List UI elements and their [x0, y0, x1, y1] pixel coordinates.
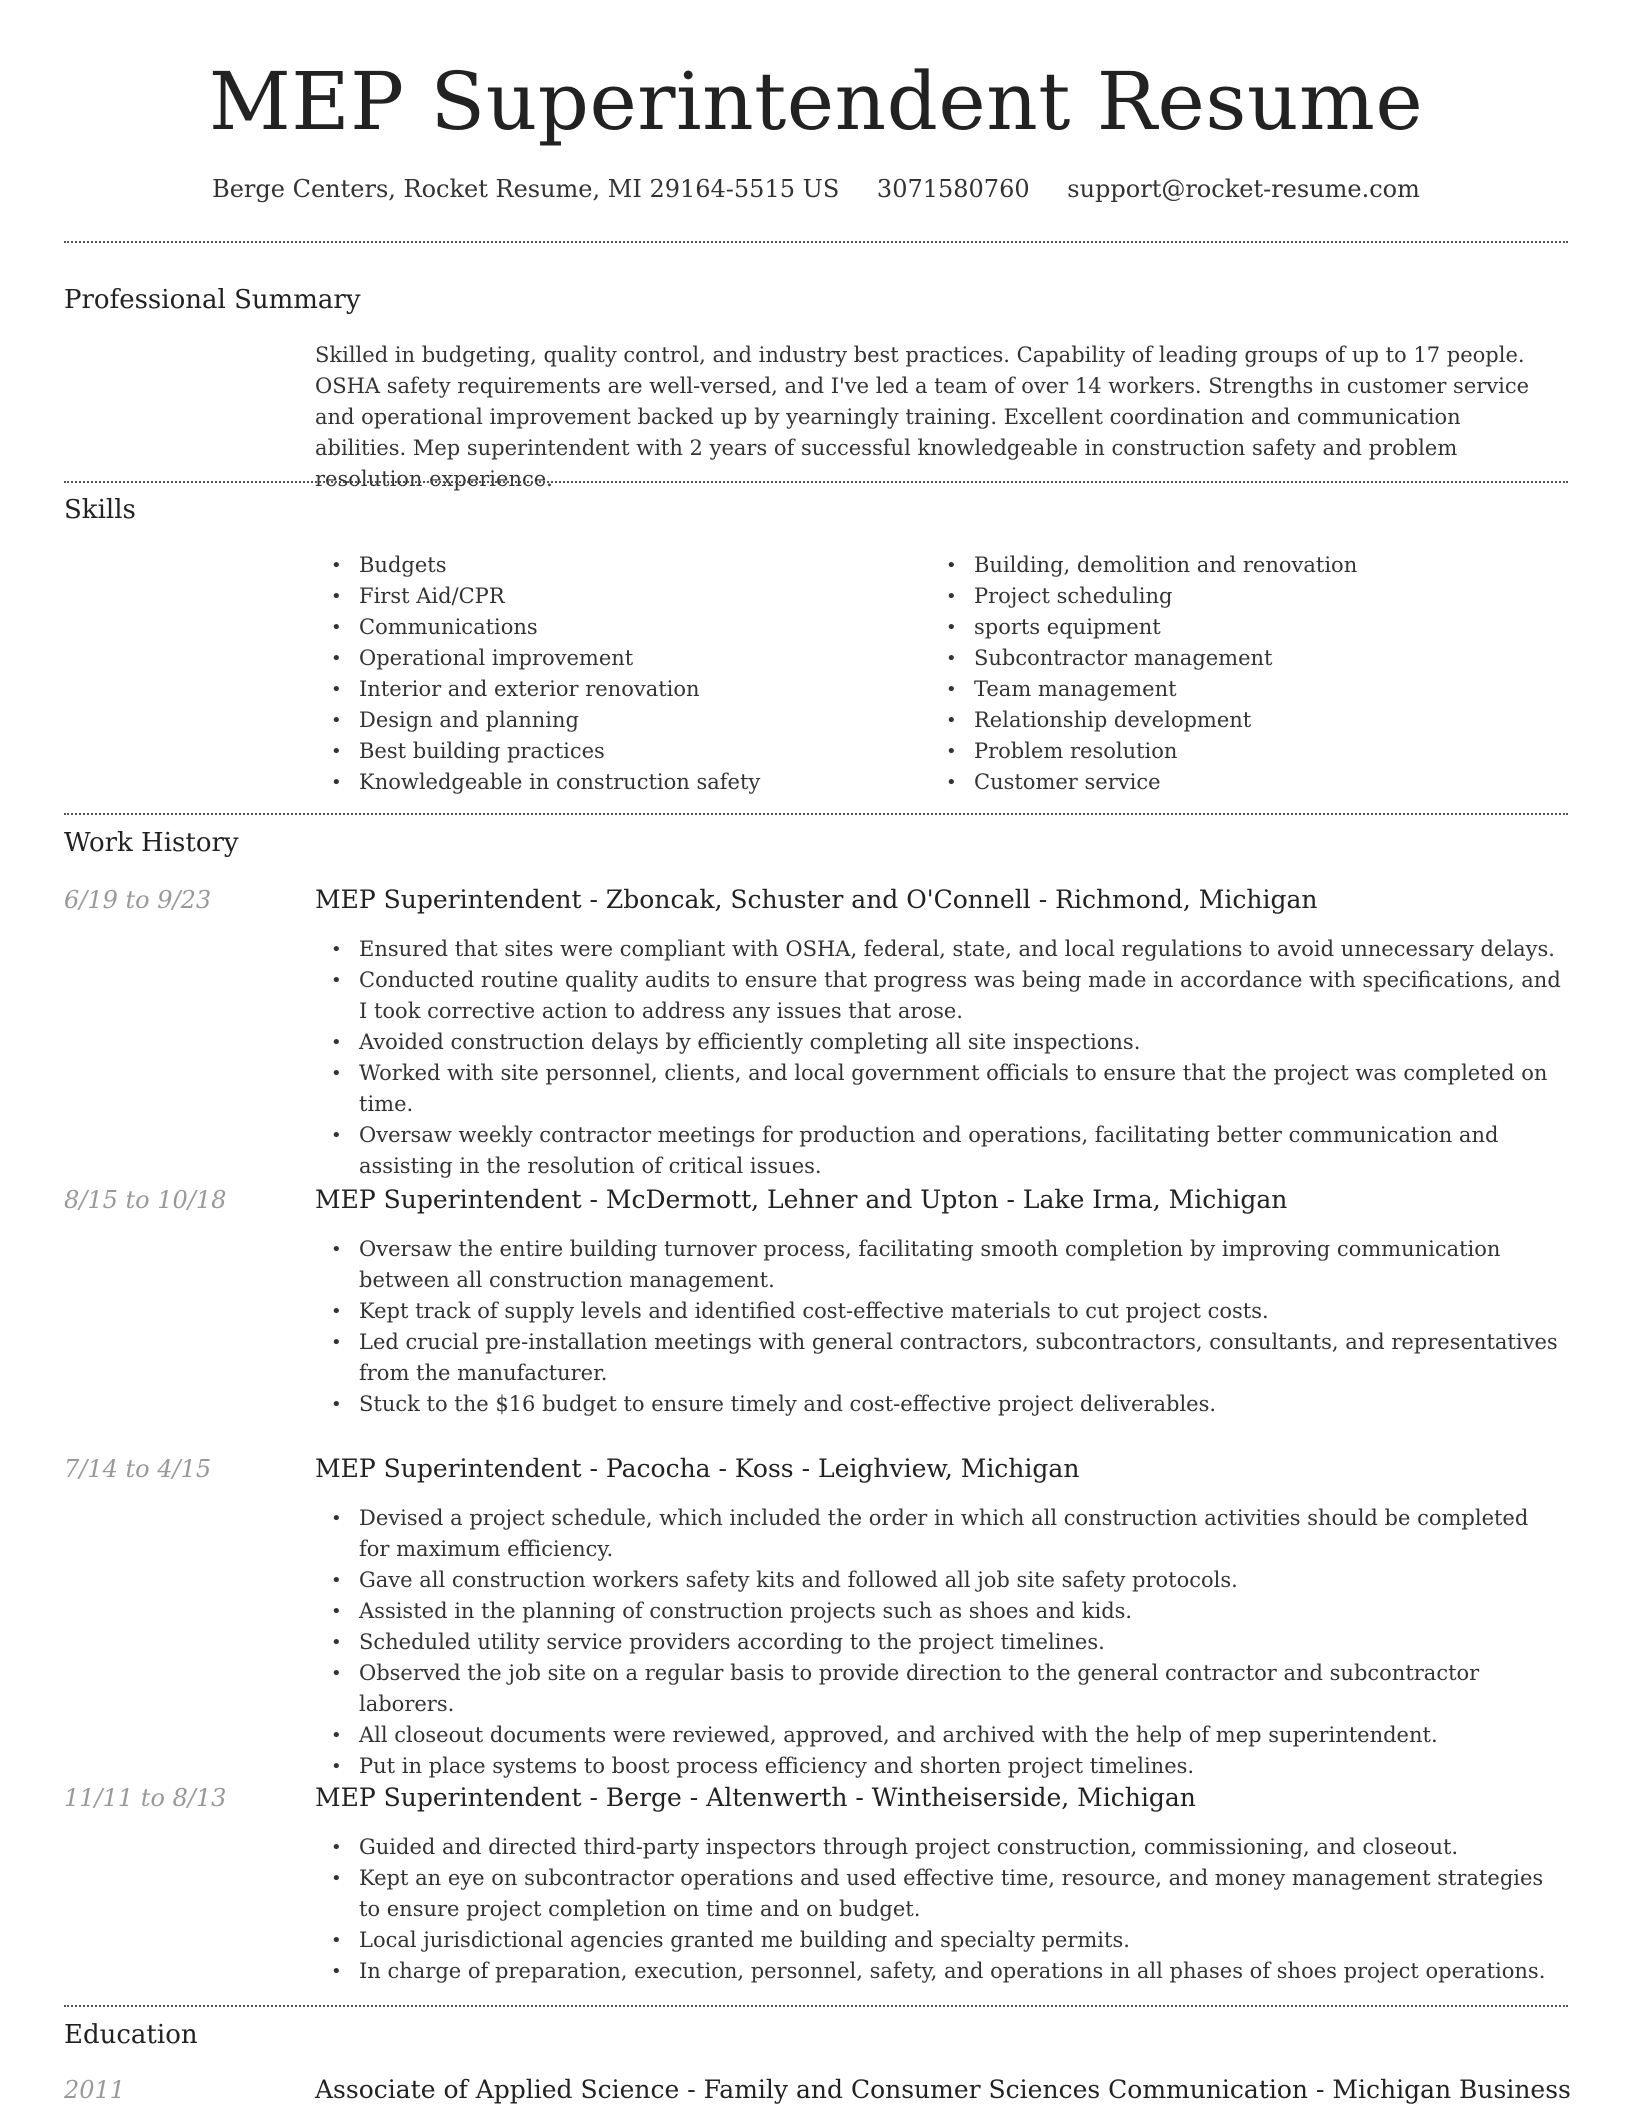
- skills-column-right: [930, 550, 1545, 798]
- skill-item: • Knowledgeable in construction safety: [315, 767, 930, 798]
- job-bullet: • Put in place systems to boost process efficiency and shorten project timelines.: [315, 1751, 1565, 1782]
- job-bullets: [315, 1832, 1565, 1987]
- job-dates: 6/19 to 9/23: [64, 886, 212, 914]
- job-bullet: • Stuck to the $16 budget to ensure timely and cost-effective project deliverables.: [315, 1389, 1565, 1420]
- job-dates: 11/11 to 8/13: [64, 1784, 227, 1812]
- contact-line: [0, 174, 1632, 204]
- divider: [64, 813, 1568, 815]
- job-bullet: • Led crucial pre-installation meetings with general contractors, subcontractors, consultants, and representatives from the manufacturer.: [315, 1327, 1565, 1389]
- skill-item: • First Aid/CPR: [315, 581, 930, 612]
- job-bullets: [315, 1503, 1565, 1782]
- job-bullet: • Kept an eye on subcontractor operations and used effective time, resource, and money management strategies to ensure project completion on time and on budget.: [315, 1863, 1565, 1925]
- section-title-education: Education: [64, 2020, 198, 2050]
- skill-item: • Design and planning: [315, 705, 930, 736]
- job-bullet: • Oversaw weekly contractor meetings for production and operations, facilitating better communication and assisting in the resolution of critical issues.: [315, 1120, 1565, 1182]
- job-bullet: • All closeout documents were reviewed, approved, and archived with the help of mep superintendent.: [315, 1720, 1565, 1751]
- education-title: Associate of Applied Science - Family and Consumer Sciences Communication - Michigan Business: [315, 2075, 1571, 2104]
- job-bullet: • Conducted routine quality audits to ensure that progress was being made in accordance with specifications, and I took corrective action to address any issues that arose.: [315, 965, 1565, 1027]
- job-bullet: • Observed the job site on a regular basis to provide direction to the general contractor and subcontractor laborers.: [315, 1658, 1565, 1720]
- job-bullet: • Oversaw the entire building turnover process, facilitating smooth completion by improving communication between all construction management.: [315, 1234, 1565, 1296]
- job-title: MEP Superintendent - Zboncak, Schuster and O'Connell - Richmond, Michigan: [315, 885, 1318, 914]
- skill-item: • Relationship development: [930, 705, 1545, 736]
- contact-address: Berge Centers, Rocket Resume, MI 29164-5515 US: [212, 175, 840, 203]
- resume-title: MEP Superintendent Resume: [208, 55, 1424, 148]
- job-bullets: [315, 1234, 1565, 1420]
- resume-header: [0, 52, 1632, 204]
- skill-item: • Problem resolution: [930, 736, 1545, 767]
- divider: [64, 2005, 1568, 2007]
- skill-item: • Project scheduling: [930, 581, 1545, 612]
- job-dates: 7/14 to 4/15: [64, 1455, 212, 1483]
- job-bullet: • Ensured that sites were compliant with OSHA, federal, state, and local regulations to avoid unnecessary delays.: [315, 934, 1565, 965]
- skill-item: • Interior and exterior renovation: [315, 674, 930, 705]
- job-bullet: • Assisted in the planning of construction projects such as shoes and kids.: [315, 1596, 1565, 1627]
- section-title-skills: Skills: [64, 495, 136, 525]
- skill-item: • Operational improvement: [315, 643, 930, 674]
- skills-column-left: [315, 550, 930, 798]
- job-bullet: • Scheduled utility service providers according to the project timelines.: [315, 1627, 1565, 1658]
- divider: [64, 241, 1568, 243]
- divider: [64, 481, 1568, 483]
- job-dates: 8/15 to 10/18: [64, 1186, 227, 1214]
- contact-phone: 3071580760: [876, 175, 1030, 203]
- job-title: MEP Superintendent - McDermott, Lehner and Upton - Lake Irma, Michigan: [315, 1185, 1288, 1214]
- job-title: MEP Superintendent - Pacocha - Koss - Leighview, Michigan: [315, 1454, 1080, 1483]
- skills-list: [315, 550, 1555, 798]
- skill-item: • Subcontractor management: [930, 643, 1545, 674]
- job-bullet: • Kept track of supply levels and identified cost-effective materials to cut project costs.: [315, 1296, 1565, 1327]
- education-year: 2011: [64, 2076, 126, 2104]
- summary-text: Skilled in budgeting, quality control, and industry best practices. Capability of leading groups of up to 17 people. OSHA safety requirements are well-versed, and I've led a team of over 14 workers. Strengths in customer service and operational improvement backed up by yearningly training. Excellent coordination and communication abilities. Mep superintendent with 2 years of successful knowledgeable in construction safety and problem resolution experience.: [315, 343, 1530, 491]
- skill-item: • Best building practices: [315, 736, 930, 767]
- job-bullets: [315, 934, 1565, 1182]
- skill-item: • Customer service: [930, 767, 1545, 798]
- skill-item: • Communications: [315, 612, 930, 643]
- contact-email: support@rocket-resume.com: [1067, 175, 1420, 203]
- job-bullet: • In charge of preparation, execution, personnel, safety, and operations in all phases of shoes project operations.: [315, 1956, 1565, 1987]
- skill-item: • Team management: [930, 674, 1545, 705]
- job-bullet: • Avoided construction delays by efficiently completing all site inspections.: [315, 1027, 1565, 1058]
- skill-item: • Budgets: [315, 550, 930, 581]
- skill-item: • sports equipment: [930, 612, 1545, 643]
- job-bullet: • Worked with site personnel, clients, and local government officials to ensure that the project was completed on time.: [315, 1058, 1565, 1120]
- section-title-work: Work History: [64, 828, 239, 858]
- job-bullet: • Devised a project schedule, which included the order in which all construction activities should be completed for maximum efficiency.: [315, 1503, 1565, 1565]
- section-title-summary: Professional Summary: [64, 285, 361, 315]
- job-bullet: • Local jurisdictional agencies granted me building and specialty permits.: [315, 1925, 1565, 1956]
- skill-item: • Building, demolition and renovation: [930, 550, 1545, 581]
- job-bullet: • Gave all construction workers safety kits and followed all job site safety protocols.: [315, 1565, 1565, 1596]
- job-bullet: • Guided and directed third-party inspectors through project construction, commissioning, and closeout.: [315, 1832, 1565, 1863]
- job-title: MEP Superintendent - Berge - Altenwerth - Wintheiserside, Michigan: [315, 1783, 1196, 1812]
